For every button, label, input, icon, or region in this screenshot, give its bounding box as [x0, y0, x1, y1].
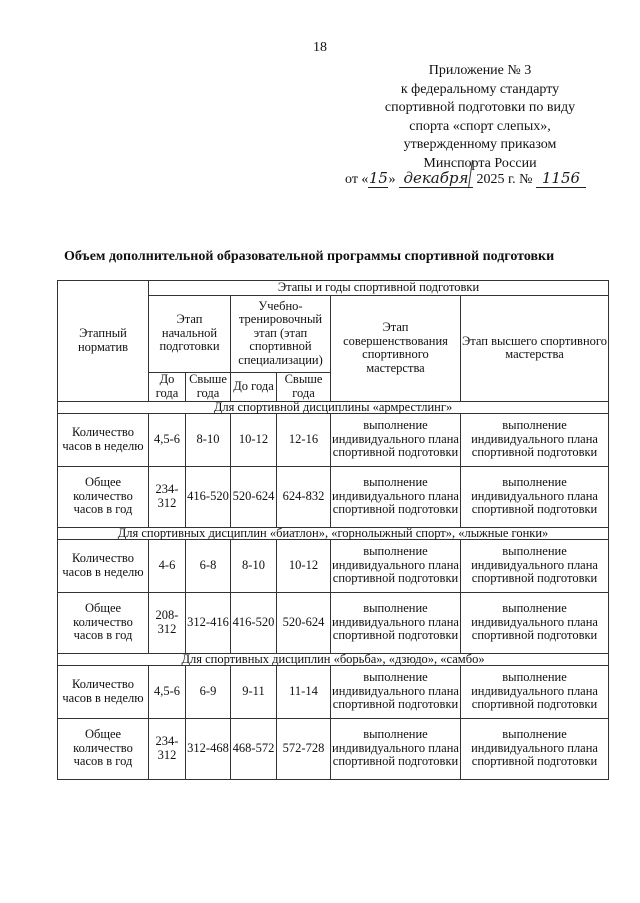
- cell-value: выполнение индивидуального плана спортивной подготовки: [461, 466, 609, 527]
- appendix-line: Приложение № 3: [428, 63, 532, 78]
- header-over-year-b: Свыше года: [277, 372, 331, 401]
- order-number: 1156: [536, 169, 586, 188]
- section-title: Для спортивных дисциплин «борьба», «дзюдо», «самбо»: [58, 653, 609, 665]
- cell-value: 468-572: [231, 718, 277, 779]
- training-volume-table: [57, 280, 609, 780]
- header-up-to-year-b: До года: [231, 372, 277, 401]
- date-prefix: от «: [345, 172, 369, 187]
- date-mid: »: [388, 172, 396, 187]
- date-month: декабря: [399, 169, 473, 188]
- cell-value: 9-11: [231, 665, 277, 718]
- cell-value: 416-520: [231, 592, 277, 653]
- cell-value: выполнение индивидуального плана спортивной подготовки: [461, 413, 609, 466]
- cell-value: 11-14: [277, 665, 331, 718]
- header-stages: Этапы и годы спортивной подготовки: [149, 281, 609, 296]
- header-up-to-year: До года: [149, 372, 186, 401]
- appendix-line: Минспорта России: [423, 155, 537, 171]
- cell-value: выполнение индивидуального плана спортивной подготовки: [331, 413, 461, 466]
- row-label: Количество часов в неделю: [58, 665, 149, 718]
- cell-value: 520-624: [231, 466, 277, 527]
- header-over-year: Свыше года: [186, 372, 231, 401]
- cell-value: выполнение индивидуального плана спортивной подготовки: [331, 718, 461, 779]
- cell-value: 520-624: [277, 592, 331, 653]
- cell-value: 4,5-6: [149, 665, 186, 718]
- row-label: Количество часов в неделю: [58, 413, 149, 466]
- cell-value: 234-312: [149, 718, 186, 779]
- appendix-line: спорта «спорт слепых»,: [409, 118, 551, 134]
- cell-value: 4,5-6: [149, 413, 186, 466]
- cell-value: 416-520: [186, 466, 231, 527]
- cell-value: 234-312: [149, 466, 186, 527]
- cell-value: выполнение индивидуального плана спортивной подготовки: [461, 592, 609, 653]
- row-label: Количество часов в неделю: [58, 539, 149, 592]
- cell-value: 10-12: [277, 539, 331, 592]
- cell-value: 10-12: [231, 413, 277, 466]
- cell-value: 312-468: [186, 718, 231, 779]
- cell-value: 6-8: [186, 539, 231, 592]
- section-title: Для спортивной дисциплины «армрестлинг»: [58, 401, 609, 413]
- cell-value: 6-9: [186, 665, 231, 718]
- document-title: Объем дополнительной образовательной программы спортивной подготовки: [64, 249, 555, 264]
- row-label: Общее количество часов в год: [58, 718, 149, 779]
- header-stage-perfection: Этап совершенствования спортивного мастерства: [331, 295, 461, 401]
- header-stage-initial: Этап начальной подготовки: [149, 295, 231, 372]
- cell-value: выполнение индивидуального плана спортивной подготовки: [331, 539, 461, 592]
- section-title: Для спортивных дисциплин «биатлон», «горнолыжный спорт», «лыжные гонки»: [58, 527, 609, 539]
- cell-value: 572-728: [277, 718, 331, 779]
- header-stage-higher: Этап высшего спортивного мастерства: [461, 295, 609, 401]
- cell-value: выполнение индивидуального плана спортивной подготовки: [331, 466, 461, 527]
- header-stage-training: Учебно-тренировочный этап (этап спортивной специализации): [231, 295, 331, 372]
- row-label: Общее количество часов в год: [58, 592, 149, 653]
- page-number: 18: [313, 40, 327, 55]
- cell-value: 12-16: [277, 413, 331, 466]
- cell-value: 8-10: [231, 539, 277, 592]
- date-year: 2025 г. №: [476, 172, 533, 187]
- order-date-line: [345, 169, 625, 188]
- date-day: 15: [368, 169, 388, 187]
- cell-value: 208-312: [149, 592, 186, 653]
- cell-value: 8-10: [186, 413, 231, 466]
- cell-value: выполнение индивидуального плана спортивной подготовки: [461, 539, 609, 592]
- cell-value: 624-832: [277, 466, 331, 527]
- cell-value: 4-6: [149, 539, 186, 592]
- appendix-line: утвержденному приказом: [403, 137, 557, 152]
- cell-value: выполнение индивидуального плана спортивной подготовки: [331, 592, 461, 653]
- cell-value: 312-416: [186, 592, 231, 653]
- cell-value: выполнение индивидуального плана спортивной подготовки: [461, 665, 609, 718]
- cell-value: выполнение индивидуального плана спортивной подготовки: [331, 665, 461, 718]
- row-label: Общее количество часов в год: [58, 466, 149, 527]
- header-norm: Этапный норматив: [58, 281, 149, 402]
- cell-value: выполнение индивидуального плана спортивной подготовки: [461, 718, 609, 779]
- appendix-line: к федеральному стандарту: [400, 81, 560, 97]
- appendix-block: [340, 62, 620, 173]
- appendix-line: спортивной подготовки по виду: [384, 100, 576, 115]
